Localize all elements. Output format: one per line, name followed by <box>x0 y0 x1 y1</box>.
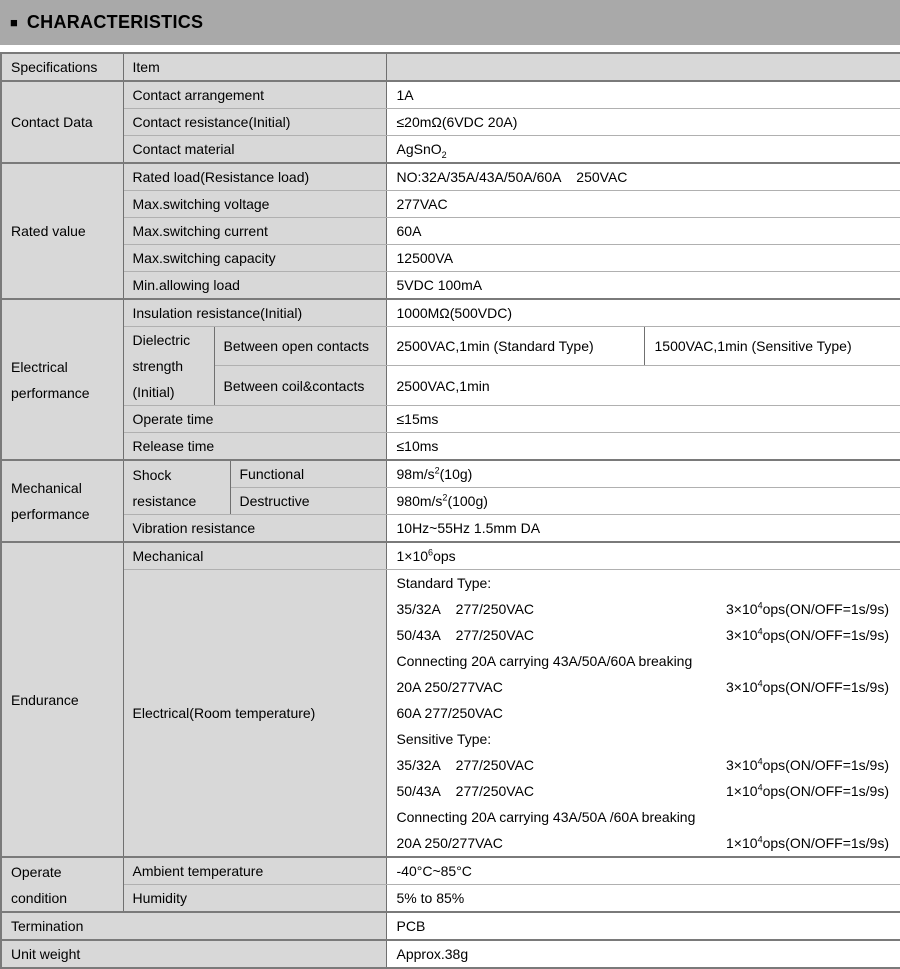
item-cell: Max.switching voltage <box>123 191 386 218</box>
item-cell: Operate time <box>123 406 386 433</box>
item-cell: Contact material <box>123 136 386 164</box>
characteristics-table <box>0 52 900 969</box>
group-endurance: Endurance <box>1 542 123 857</box>
item-cell: Insulation resistance(Initial) <box>123 299 386 327</box>
value-cell: -40°C~85°C <box>386 857 900 885</box>
item-cell: Vibration resistance <box>123 515 386 543</box>
item-cell: Functional <box>230 460 386 488</box>
value-cell: 10Hz~55Hz 1.5mm DA <box>386 515 900 543</box>
group-operate-condition: Operate condition <box>1 857 123 912</box>
header-item: Item <box>123 53 386 81</box>
item-cell: Release time <box>123 433 386 461</box>
page-title: CHARACTERISTICS <box>26 12 204 32</box>
group-rated-value: Rated value <box>1 163 123 299</box>
value-cell: ≤10ms <box>386 433 900 461</box>
value-cell: 1A <box>386 81 900 109</box>
endurance-line: Standard Type: <box>396 575 492 591</box>
value-cell: ≤20mΩ(6VDC 20A) <box>386 109 900 136</box>
item-cell: Contact arrangement <box>123 81 386 109</box>
value-cell: NO:32A/35A/43A/50A/60A 250VAC <box>386 163 900 191</box>
value-cell: AgSnO$_2$ <box>386 136 900 164</box>
item-cell: Humidity <box>123 885 386 913</box>
item-cell: Contact resistance(Initial) <box>123 109 386 136</box>
item-cell: Destructive <box>230 488 386 515</box>
group-termination: Termination <box>1 912 386 940</box>
endurance-lines <box>397 570 890 856</box>
square-bullet-icon: ■ <box>10 15 18 30</box>
section-title-band <box>0 0 900 45</box>
header-value <box>386 53 900 81</box>
endurance-line: Sensitive Type: <box>396 731 492 747</box>
value-cell: 2500VAC,1min <box>386 366 900 406</box>
endurance-line: 20A 250/277VAC $3\times 10^4ops(ON/OFF=1s/9s)$ <box>396 678 889 695</box>
value-cell: Approx.38g <box>386 940 900 968</box>
value-dielectric-sensitive: 1500VAC,1min (Sensitive Type) <box>644 327 900 366</box>
item-cell: Between coil&contacts <box>214 366 386 406</box>
item-cell: Mechanical <box>123 542 386 570</box>
item-cell: Min.allowing load <box>123 272 386 300</box>
value-cell: $980m/s^2(100g)$ <box>386 488 900 515</box>
item-cell: Max.switching capacity <box>123 245 386 272</box>
endurance-line: Connecting 20A carrying 43A/50A /60A breaking <box>396 809 696 825</box>
group-contact-data: Contact Data <box>1 81 123 163</box>
value-cell: $98m/s^2(10g)$ <box>386 460 900 488</box>
value-dielectric-standard: 2500VAC,1min (Standard Type) <box>386 327 644 366</box>
value-electrical-endurance <box>386 570 900 858</box>
header-specifications: Specifications <box>1 53 123 81</box>
endurance-line: 50/43A 277/250VAC $1\times 10^4ops(ON/OFF=1s/9s)$ <box>396 782 889 799</box>
endurance-line: 35/32A 277/250VAC $3\times 10^4ops(ON/OFF=1s/9s)$ <box>396 756 889 773</box>
value-cell: 12500VA <box>386 245 900 272</box>
value-cell: 1000MΩ(500VDC) <box>386 299 900 327</box>
value-cell: 5% to 85% <box>386 885 900 913</box>
endurance-line: 20A 250/277VAC $1\times 10^4ops(ON/OFF=1s/9s)$ <box>396 834 889 851</box>
item-cell: Between open contacts <box>214 327 386 366</box>
value-cell: 60A <box>386 218 900 245</box>
item-cell: Electrical(Room temperature) <box>123 570 386 858</box>
endurance-line: 35/32A 277/250VAC $3\times 10^4ops(ON/OFF=1s/9s)$ <box>396 600 889 617</box>
value-cell: ≤15ms <box>386 406 900 433</box>
item-shock-resistance: Shock resistance <box>123 460 230 515</box>
value-cell: 5VDC 100mA <box>386 272 900 300</box>
item-dielectric-strength: Dielectric strength (Initial) <box>123 327 214 406</box>
item-cell: Rated load(Resistance load) <box>123 163 386 191</box>
endurance-line: 50/43A 277/250VAC $3\times 10^4ops(ON/OFF=1s/9s)$ <box>396 626 889 643</box>
value-cell: PCB <box>386 912 900 940</box>
table-body <box>1 53 900 968</box>
value-cell: 277VAC <box>386 191 900 218</box>
item-cell: Ambient temperature <box>123 857 386 885</box>
endurance-line: 60A 277/250VAC <box>396 705 503 721</box>
group-mechanical-performance: Mechanical performance <box>1 460 123 542</box>
group-electrical-performance: Electrical performance <box>1 299 123 460</box>
item-cell: Max.switching current <box>123 218 386 245</box>
group-unit-weight: Unit weight <box>1 940 386 968</box>
endurance-line: Connecting 20A carrying 43A/50A/60A breaking <box>396 653 693 669</box>
value-cell: $1\times 10^6ops$ <box>386 542 900 570</box>
